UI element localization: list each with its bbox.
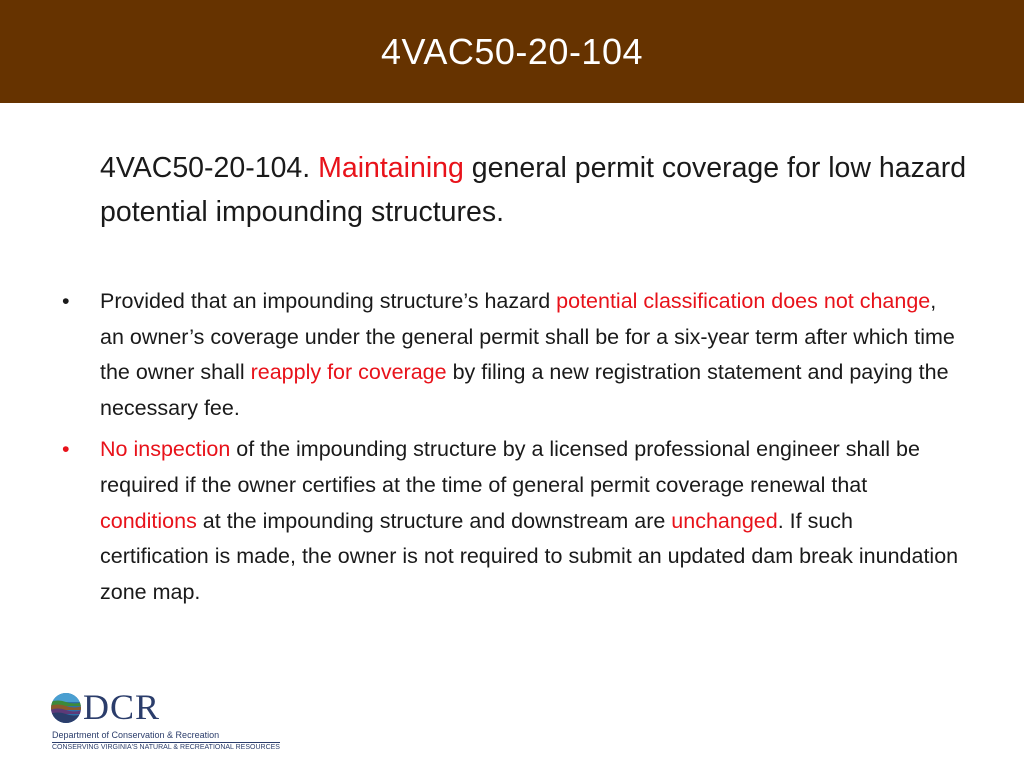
highlight-text: conditions: [100, 508, 197, 533]
title-bar: [0, 0, 1024, 103]
bullet-item: [62, 284, 962, 426]
heading-highlight: Maintaining: [318, 152, 464, 184]
bullet-text: Provided that an impounding structure’s hazard: [100, 289, 557, 313]
logo-tagline: CONSERVING VIRGINIA'S NATURAL & RECREATIONAL RESOURCES: [52, 744, 280, 751]
section-heading: [100, 146, 980, 234]
highlight-text: No inspection: [100, 437, 231, 462]
bullet-dot: •: [62, 289, 70, 313]
heading-prefix: 4VAC50-20-104.: [100, 152, 319, 184]
bullet-text: at the impounding structure and downstream are: [196, 508, 672, 533]
bullet-dot: •: [62, 437, 70, 462]
highlight-text: unchanged: [671, 508, 778, 533]
dcr-globe-icon: [50, 692, 82, 724]
dcr-logo: [50, 687, 280, 758]
bullet-list: [62, 284, 962, 616]
logo-letters: DCR: [83, 687, 161, 727]
bullet-text: , an owner’s coverage under the general permit shall be for a six-year term after which time the owner shall: [100, 289, 955, 385]
highlight-text: reapply for coverage: [250, 360, 447, 385]
slide-title: 4VAC50-20-104: [381, 30, 643, 72]
bullet-text: of the impounding structure by a licensed professional engineer shall be required if the owner certifies at the time of general permit coverage renewal that: [100, 437, 920, 497]
bullet-item: [62, 432, 962, 610]
highlight-text: potential classification does not change: [556, 289, 931, 313]
heading-suffix: general permit coverage for low hazard potential impounding structures.: [100, 152, 967, 228]
bullet-text: by filing a new registration statement and paying the necessary fee.: [100, 360, 949, 420]
bullet-text: . If such certification is made, the owner is not required to submit an updated dam break inundation zone map.: [100, 508, 959, 604]
logo-department: Department of Conservation & Recreation: [52, 730, 220, 740]
